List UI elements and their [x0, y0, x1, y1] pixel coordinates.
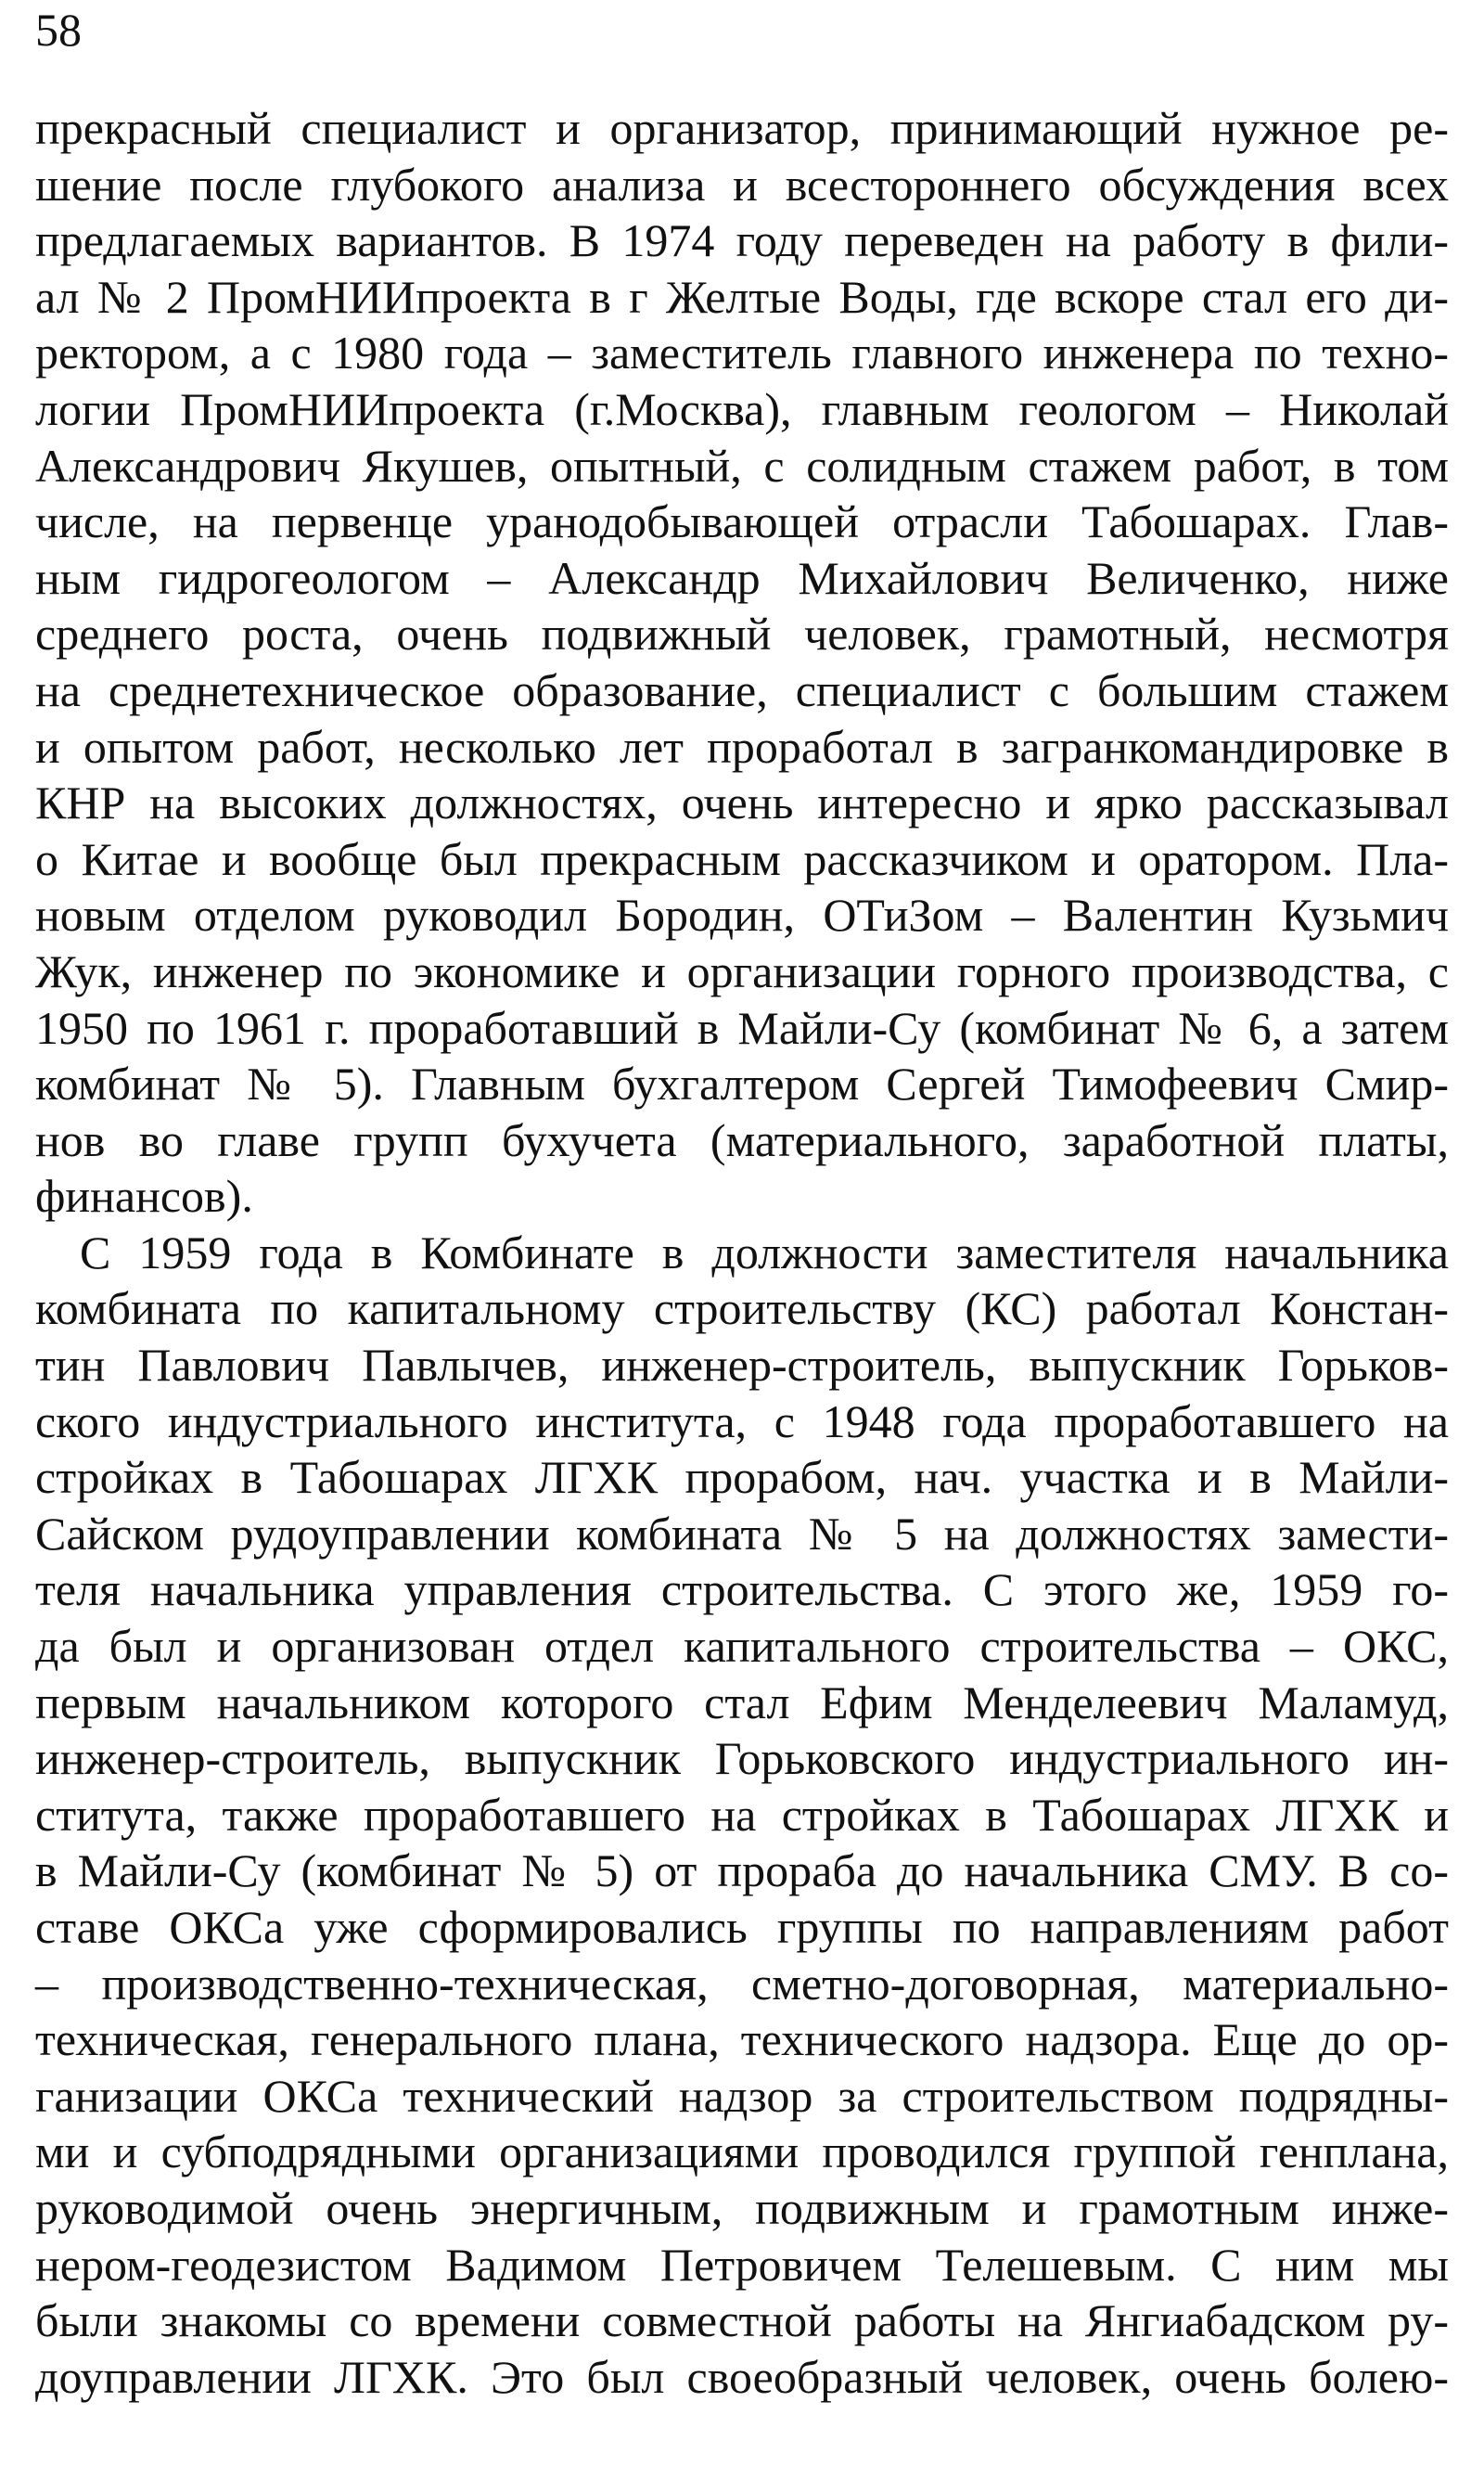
text-line: комбинат № 5). Главным бухгалтером Сергей Тимофеевич Смир-	[35, 1058, 1449, 1111]
text-line: были знакомы со времени совместной работы на Янгиабадском ру-	[35, 2294, 1449, 2347]
text-line: ми и субподрядными организациями проводился группой генплана,	[35, 2126, 1449, 2178]
body-text	[35, 100, 1449, 2405]
text-line: руководимой очень энергичным, подвижным и грамотным инже-	[35, 2181, 1449, 2234]
text-line: Александрович Якушев, опытный, с солидным стажем работ, в том	[35, 439, 1449, 492]
text-line: стройках в Табошарах ЛГХК прорабом, нач. участка и в Майли-	[35, 1451, 1449, 1504]
text-line: в Майли-Су (комбинат № 5) от прораба до начальника СМУ. В со-	[35, 1844, 1449, 1897]
text-line: прекрасный специалист и организатор, принимающий нужное ре-	[35, 102, 1449, 154]
text-line: да был и организован отдел капитального строительства – ОКС,	[35, 1620, 1449, 1673]
text-line: техническая, генерального плана, технического надзора. Еще до ор-	[35, 2013, 1449, 2066]
text-line: среднего роста, очень подвижный человек, грамотный, несмотря	[35, 608, 1449, 661]
text-line: ского индустриального института, с 1948 года проработавшего на	[35, 1394, 1449, 1447]
text-line: нов во главе групп бухучета (материального, заработной платы,	[35, 1113, 1449, 1166]
text-line: и опытом работ, несколько лет проработал в загранкомандировке в	[35, 720, 1449, 773]
text-line: нером-геодезистом Вадимом Петровичем Телешевым. С ним мы	[35, 2238, 1449, 2291]
text-line: 1950 по 1961 г. проработавший в Майли-Су (комбинат № 6, а затем	[35, 1001, 1449, 1054]
text-line: ганизации ОКСа технический надзор за строительством подрядны-	[35, 2069, 1449, 2122]
text-line: шение после глубокого анализа и всестороннего обсуждения всех	[35, 158, 1449, 211]
text-line: теля начальника управления строительства. С этого же, 1959 го-	[35, 1563, 1449, 1616]
text-line: ал № 2 ПромНИИпроекта в г Желтые Воды, где вскоре стал его ди-	[35, 270, 1449, 323]
text-line: предлагаемых вариантов. В 1974 году переведен на работу в фили-	[35, 214, 1449, 267]
text-line: новым отделом руководил Бородин, ОТиЗом – Валентин Кузьмич	[35, 889, 1449, 942]
text-line: ректором, а с 1980 года – заместитель главного инженера по техно-	[35, 327, 1449, 379]
text-line: Сайском рудоуправлении комбината № 5 на должностях замести-	[35, 1507, 1449, 1560]
text-line: комбината по капитальному строительству (КС) работал Констан-	[35, 1282, 1449, 1335]
text-line: С 1959 года в Комбинате в должности заместителя начальника	[80, 1226, 1449, 1278]
text-line: первым начальником которого стал Ефим Менделеевич Маламуд,	[35, 1676, 1449, 1728]
page-number: 58	[35, 4, 82, 56]
text-line: Жук, инженер по экономике и организации горного производства, с	[35, 944, 1449, 997]
text-line: доуправлении ЛГХК. Это был своеобразный человек, очень болею-	[35, 2350, 1449, 2403]
text-line: логии ПромНИИпроекта (г.Москва), главным геологом – Николай	[35, 382, 1449, 435]
text-line: ставе ОКСа уже сформировались группы по направлениям работ	[35, 1901, 1449, 1953]
text-line: на среднетехническое образование, специалист с большим стажем	[35, 663, 1449, 716]
text-line: ным гидрогеологом – Александр Михайлович Величенко, ниже	[35, 551, 1449, 604]
text-line: о Китае и вообще был прекрасным рассказчиком и оратором. Пла-	[35, 832, 1449, 885]
text-line: числе, на первенце уранодобывающей отрасли Табошарах. Глав-	[35, 495, 1449, 548]
text-line: КНР на высоких должностях, очень интересно и ярко рассказывал	[35, 777, 1449, 829]
text-line: тин Павлович Павлычев, инженер-строитель, выпускник Горьков-	[35, 1339, 1449, 1392]
text-line: инженер-строитель, выпускник Горьковского индустриального ин-	[35, 1732, 1449, 1785]
text-line: ститута, также проработавшего на стройках в Табошарах ЛГХК и	[35, 1788, 1449, 1841]
text-line: финансов).	[35, 1170, 253, 1223]
text-line: – производственно-техническая, сметно-договорная, материально-	[35, 1957, 1449, 2010]
